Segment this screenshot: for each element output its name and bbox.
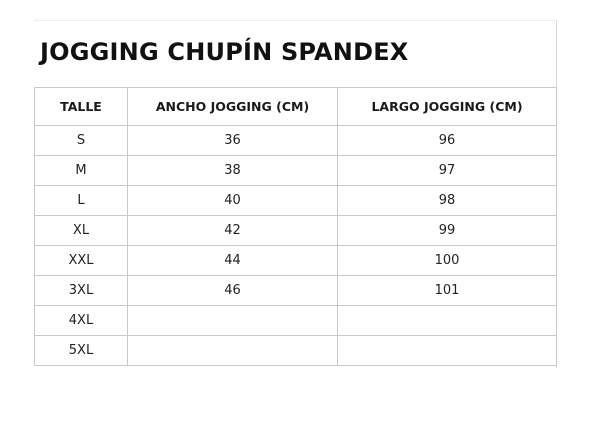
cell-largo: 100 xyxy=(338,246,557,276)
cell-ancho: 44 xyxy=(128,246,338,276)
cell-ancho: 38 xyxy=(128,156,338,186)
header-talle: TALLE xyxy=(35,88,128,126)
cell-ancho xyxy=(128,336,338,366)
table-row xyxy=(35,186,557,216)
cell-largo: 96 xyxy=(338,126,557,156)
cell-ancho: 46 xyxy=(128,276,338,306)
table-header-row xyxy=(35,88,557,126)
table-row xyxy=(35,336,557,366)
cell-talle: 4XL xyxy=(35,306,128,336)
cell-largo xyxy=(338,336,557,366)
size-table xyxy=(34,87,557,366)
cell-ancho: 42 xyxy=(128,216,338,246)
cell-largo: 97 xyxy=(338,156,557,186)
cell-ancho: 36 xyxy=(128,126,338,156)
table-row xyxy=(35,246,557,276)
cell-ancho xyxy=(128,306,338,336)
cell-talle: L xyxy=(35,186,128,216)
table-row xyxy=(35,216,557,246)
table-row xyxy=(35,156,557,186)
cell-talle: XXL xyxy=(35,246,128,276)
header-ancho: ANCHO JOGGING (CM) xyxy=(128,88,338,126)
cell-talle: 5XL xyxy=(35,336,128,366)
page-title: JOGGING CHUPÍN SPANDEX xyxy=(40,38,409,66)
table-row xyxy=(35,306,557,336)
cell-largo: 98 xyxy=(338,186,557,216)
table-row xyxy=(35,126,557,156)
cell-ancho: 40 xyxy=(128,186,338,216)
cell-largo: 101 xyxy=(338,276,557,306)
cell-talle: 3XL xyxy=(35,276,128,306)
cell-talle: XL xyxy=(35,216,128,246)
cell-largo xyxy=(338,306,557,336)
cell-largo: 99 xyxy=(338,216,557,246)
cell-talle: S xyxy=(35,126,128,156)
header-largo: LARGO JOGGING (CM) xyxy=(338,88,557,126)
cell-talle: M xyxy=(35,156,128,186)
table-row xyxy=(35,276,557,306)
